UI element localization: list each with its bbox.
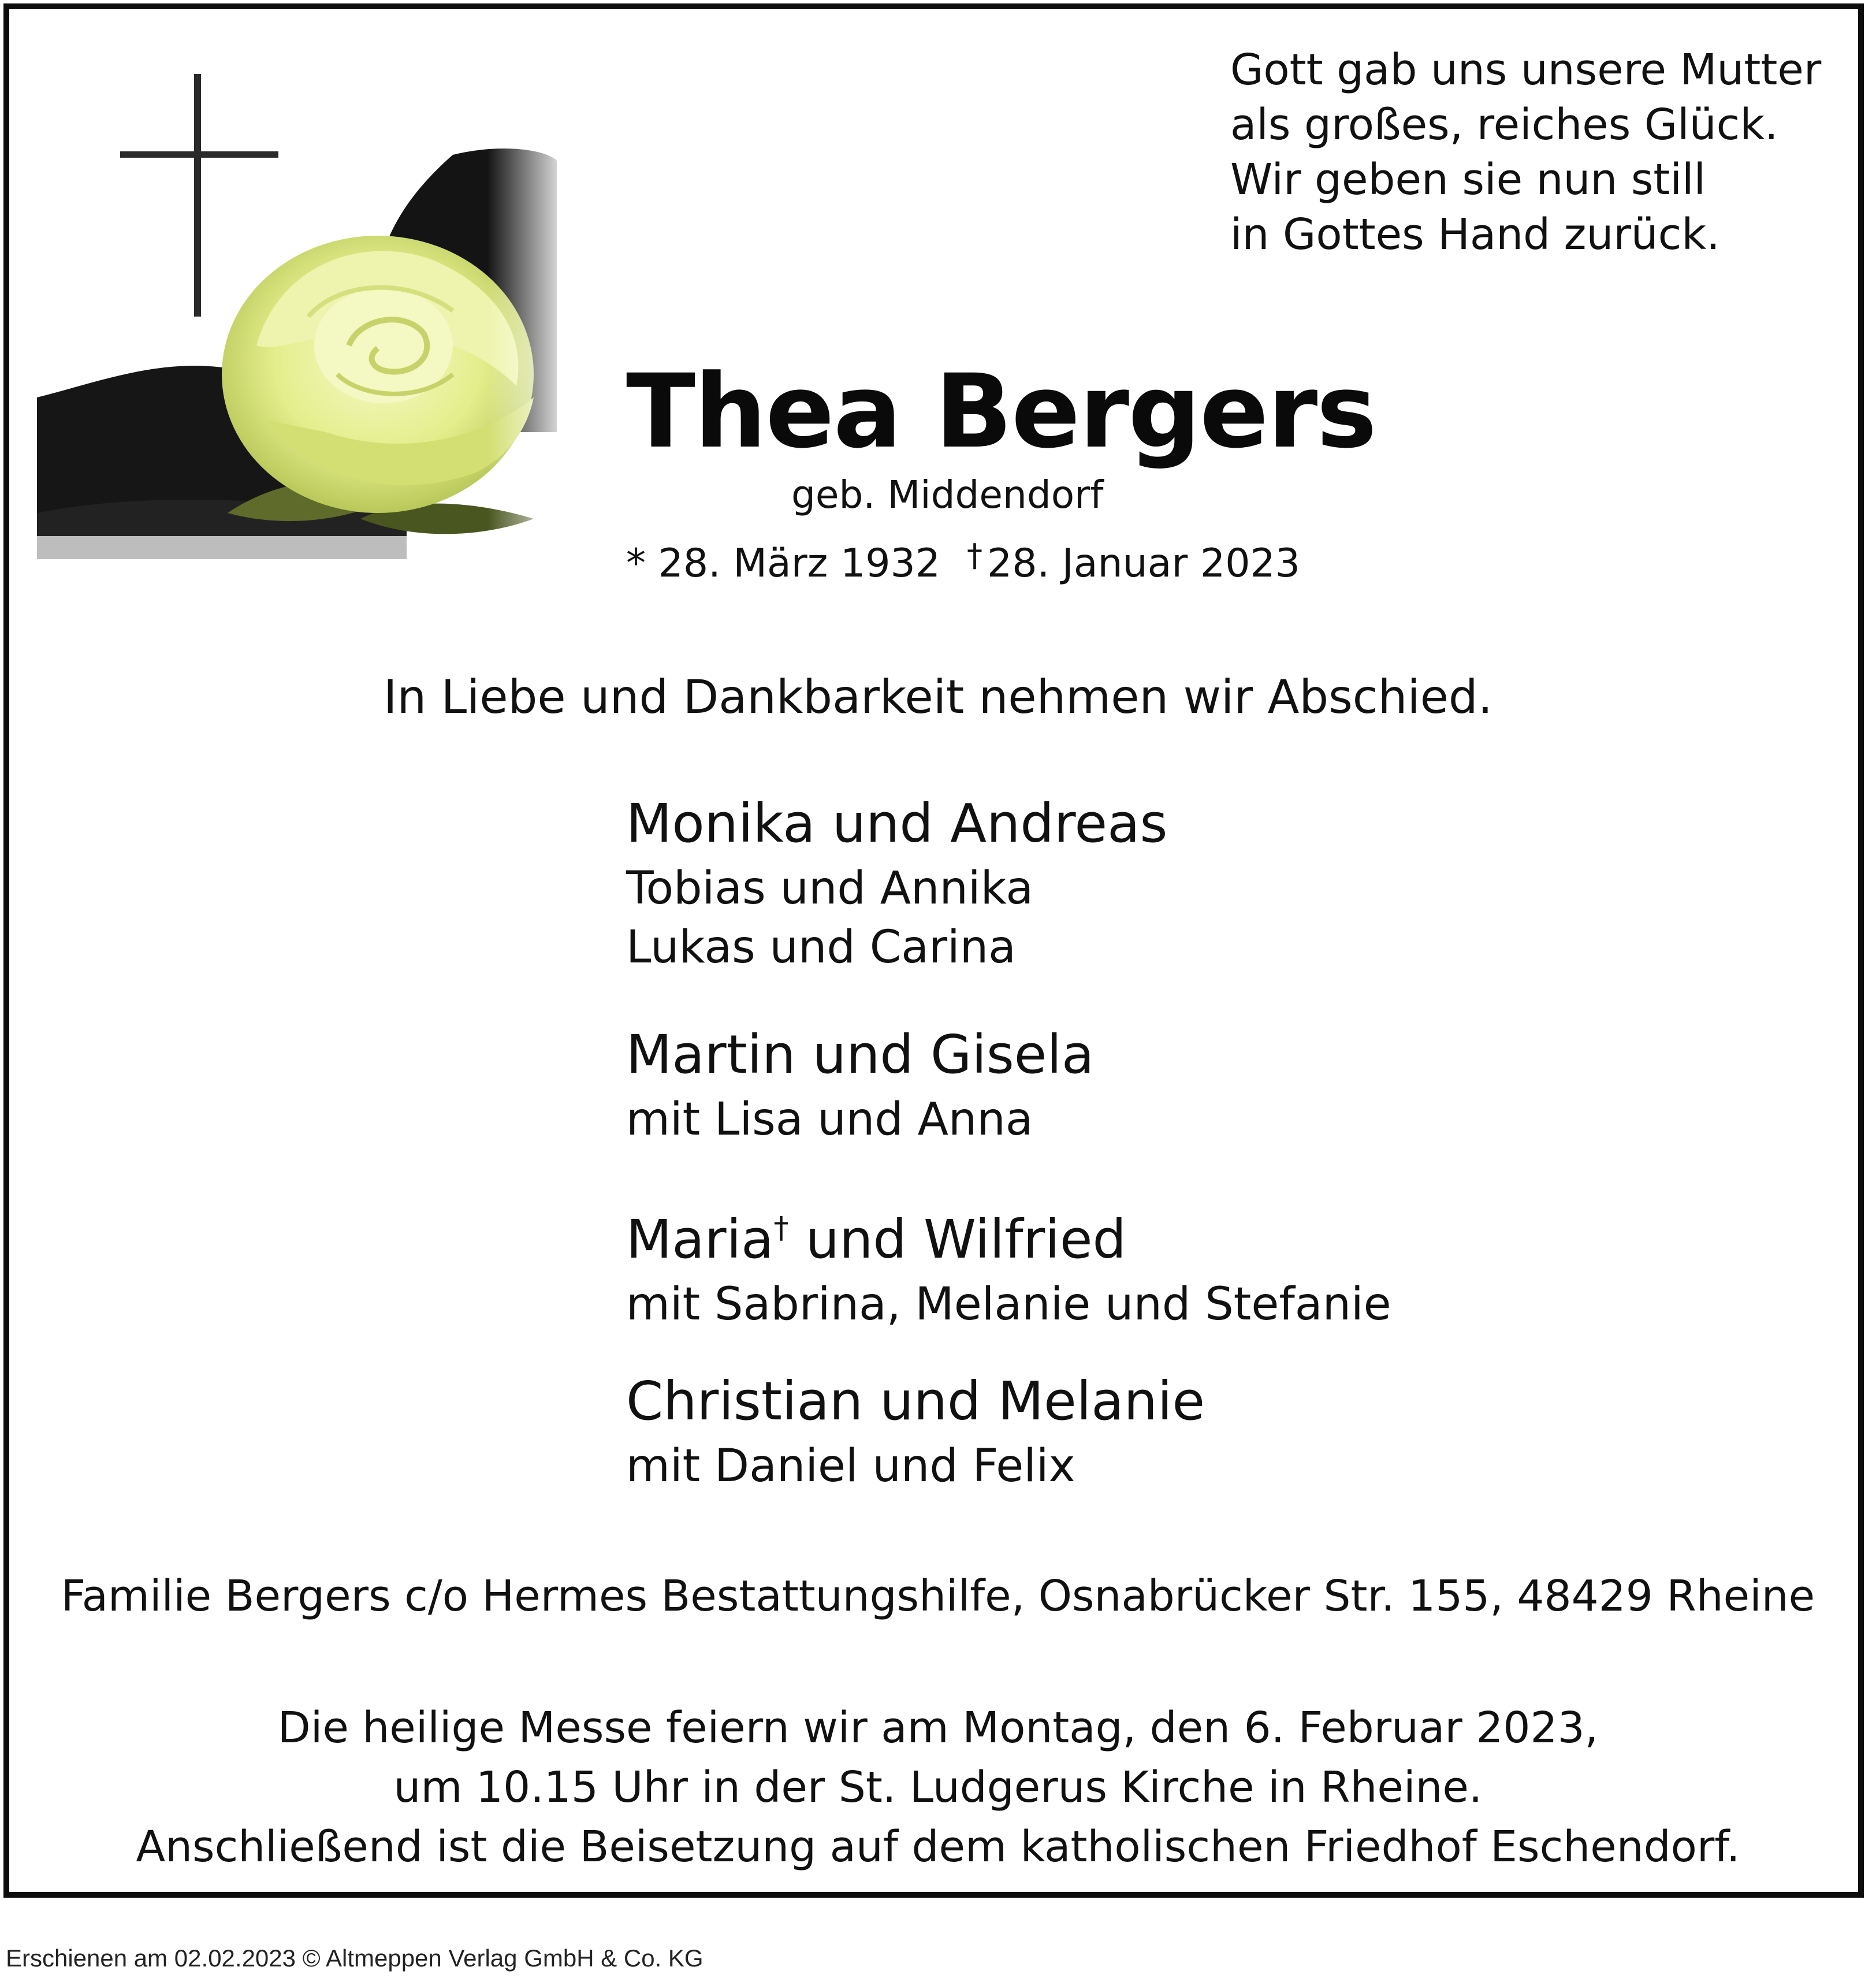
family-sub: Tobias und Annika — [626, 862, 1034, 914]
family-main: Monika und Andreas — [626, 793, 1168, 854]
poem-line: Wir geben sie nun still — [1230, 155, 1706, 205]
service-line: Anschließend ist die Beisetzung auf dem katholischen Friedhof Eschendorf. — [136, 1822, 1740, 1872]
family-group — [626, 1020, 1094, 1149]
poem-line: Gott gab uns unsere Mutter — [1230, 45, 1822, 95]
family-main: Christian und Melanie — [626, 1370, 1205, 1432]
deceased-name: Thea Bergers — [626, 352, 1376, 471]
contact-address: Familie Bergers c/o Hermes Bestattungshilfe, Osnabrücker Str. 155, 48429 Rheine — [61, 1571, 1815, 1621]
family-main-name: Maria — [626, 1209, 774, 1270]
birth-name: geb. Middendorf — [791, 473, 1104, 517]
service-info — [0, 1698, 1876, 1877]
death-date: 28. Januar 2023 — [987, 541, 1301, 586]
birth-date: * 28. März 1932 — [626, 541, 941, 586]
service-line: um 10.15 Uhr in der St. Ludgerus Kirche in Rheine. — [393, 1763, 1483, 1812]
family-group — [626, 1366, 1205, 1496]
family-main — [626, 1193, 1391, 1275]
family-sub: mit Daniel und Felix — [626, 1440, 1075, 1492]
death-cross-icon: † — [967, 537, 983, 574]
farewell-text: In Liebe und Dankbarkeit nehmen wir Abschied. — [383, 670, 1493, 724]
service-line: Die heilige Messe feiern wir am Montag, den 6. Februar 2023, — [277, 1703, 1599, 1753]
family-group — [626, 789, 1167, 977]
deceased-cross-icon: † — [773, 1211, 789, 1245]
family-main: Martin und Gisela — [626, 1024, 1095, 1085]
family-group — [626, 1193, 1391, 1334]
poem — [1230, 43, 1821, 262]
family-sub: Lukas und Carina — [626, 921, 1016, 973]
cross-and-rose-icon — [37, 74, 568, 559]
family-sub: mit Sabrina, Melanie und Stefanie — [626, 1278, 1391, 1330]
family-main-rest: und Wilfried — [788, 1209, 1126, 1270]
life-dates — [626, 537, 1300, 586]
poem-line: in Gottes Hand zurück. — [1230, 210, 1720, 259]
poem-line: als großes, reiches Glück. — [1230, 100, 1778, 150]
publication-footer: Erschienen am 02.02.2023 © Altmeppen Verlag GmbH & Co. KG — [6, 1944, 704, 1972]
family-sub: mit Lisa und Anna — [626, 1094, 1033, 1146]
